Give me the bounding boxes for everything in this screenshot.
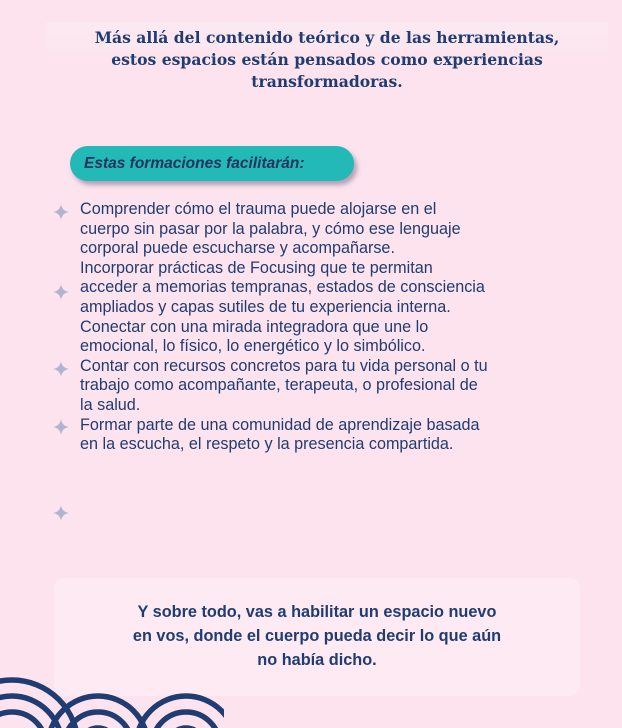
closing-line: no había dicho. xyxy=(257,651,377,669)
sparkle-icon xyxy=(53,419,69,435)
closing-text xyxy=(54,600,580,672)
list-line: Incorporar prácticas de Focusing que te permitan xyxy=(80,258,433,277)
closing-line: en vos, donde el cuerpo pueda decir lo que aún xyxy=(132,627,502,645)
sparkle-icon xyxy=(53,204,69,220)
intro-text xyxy=(46,27,608,93)
closing-line: Y sobre todo, vas a habilitar un espacio nuevo xyxy=(137,603,497,621)
list-line: la salud. xyxy=(80,395,141,414)
list-line: Conectar con una mirada integradora que une lo xyxy=(80,317,429,336)
list-line: trabajo como acompañante, terapeuta, o profesional de xyxy=(80,376,478,395)
list-line: Contar con recursos concretos para tu vida personal o tu xyxy=(80,356,488,375)
list-line: Formar parte de una comunidad de aprendizaje basada xyxy=(80,415,480,434)
benefits-list xyxy=(80,200,580,455)
list-line: acceder a memorias tempranas, estados de consciencia xyxy=(80,278,485,297)
intro-line: transformadoras. xyxy=(251,72,403,91)
sparkle-icon xyxy=(53,284,69,300)
intro-line: estos espacios están pensados como experiencias xyxy=(111,50,543,69)
list-line: corporal puede escucharse y acompañarse. xyxy=(80,239,395,258)
section-heading: Estas formaciones facilitarán: xyxy=(84,154,305,172)
list-line: emocional, lo físico, lo energético y lo simbólico. xyxy=(80,337,426,356)
list-line: en la escucha, el respeto y la presencia compartida. xyxy=(80,435,454,454)
section-heading-pill xyxy=(70,146,354,181)
list-line: Comprender cómo el trauma puede alojarse en el xyxy=(80,200,437,218)
sparkle-icon xyxy=(53,505,69,521)
sparkle-icon xyxy=(53,361,69,377)
intro-line: Más allá del contenido teórico y de las herramientas, xyxy=(94,28,560,47)
list-line: cuerpo sin pasar por la palabra, y cómo ese lenguaje xyxy=(80,219,461,238)
list-line: ampliados y capas sutiles de tu experiencia interna. xyxy=(80,297,451,316)
